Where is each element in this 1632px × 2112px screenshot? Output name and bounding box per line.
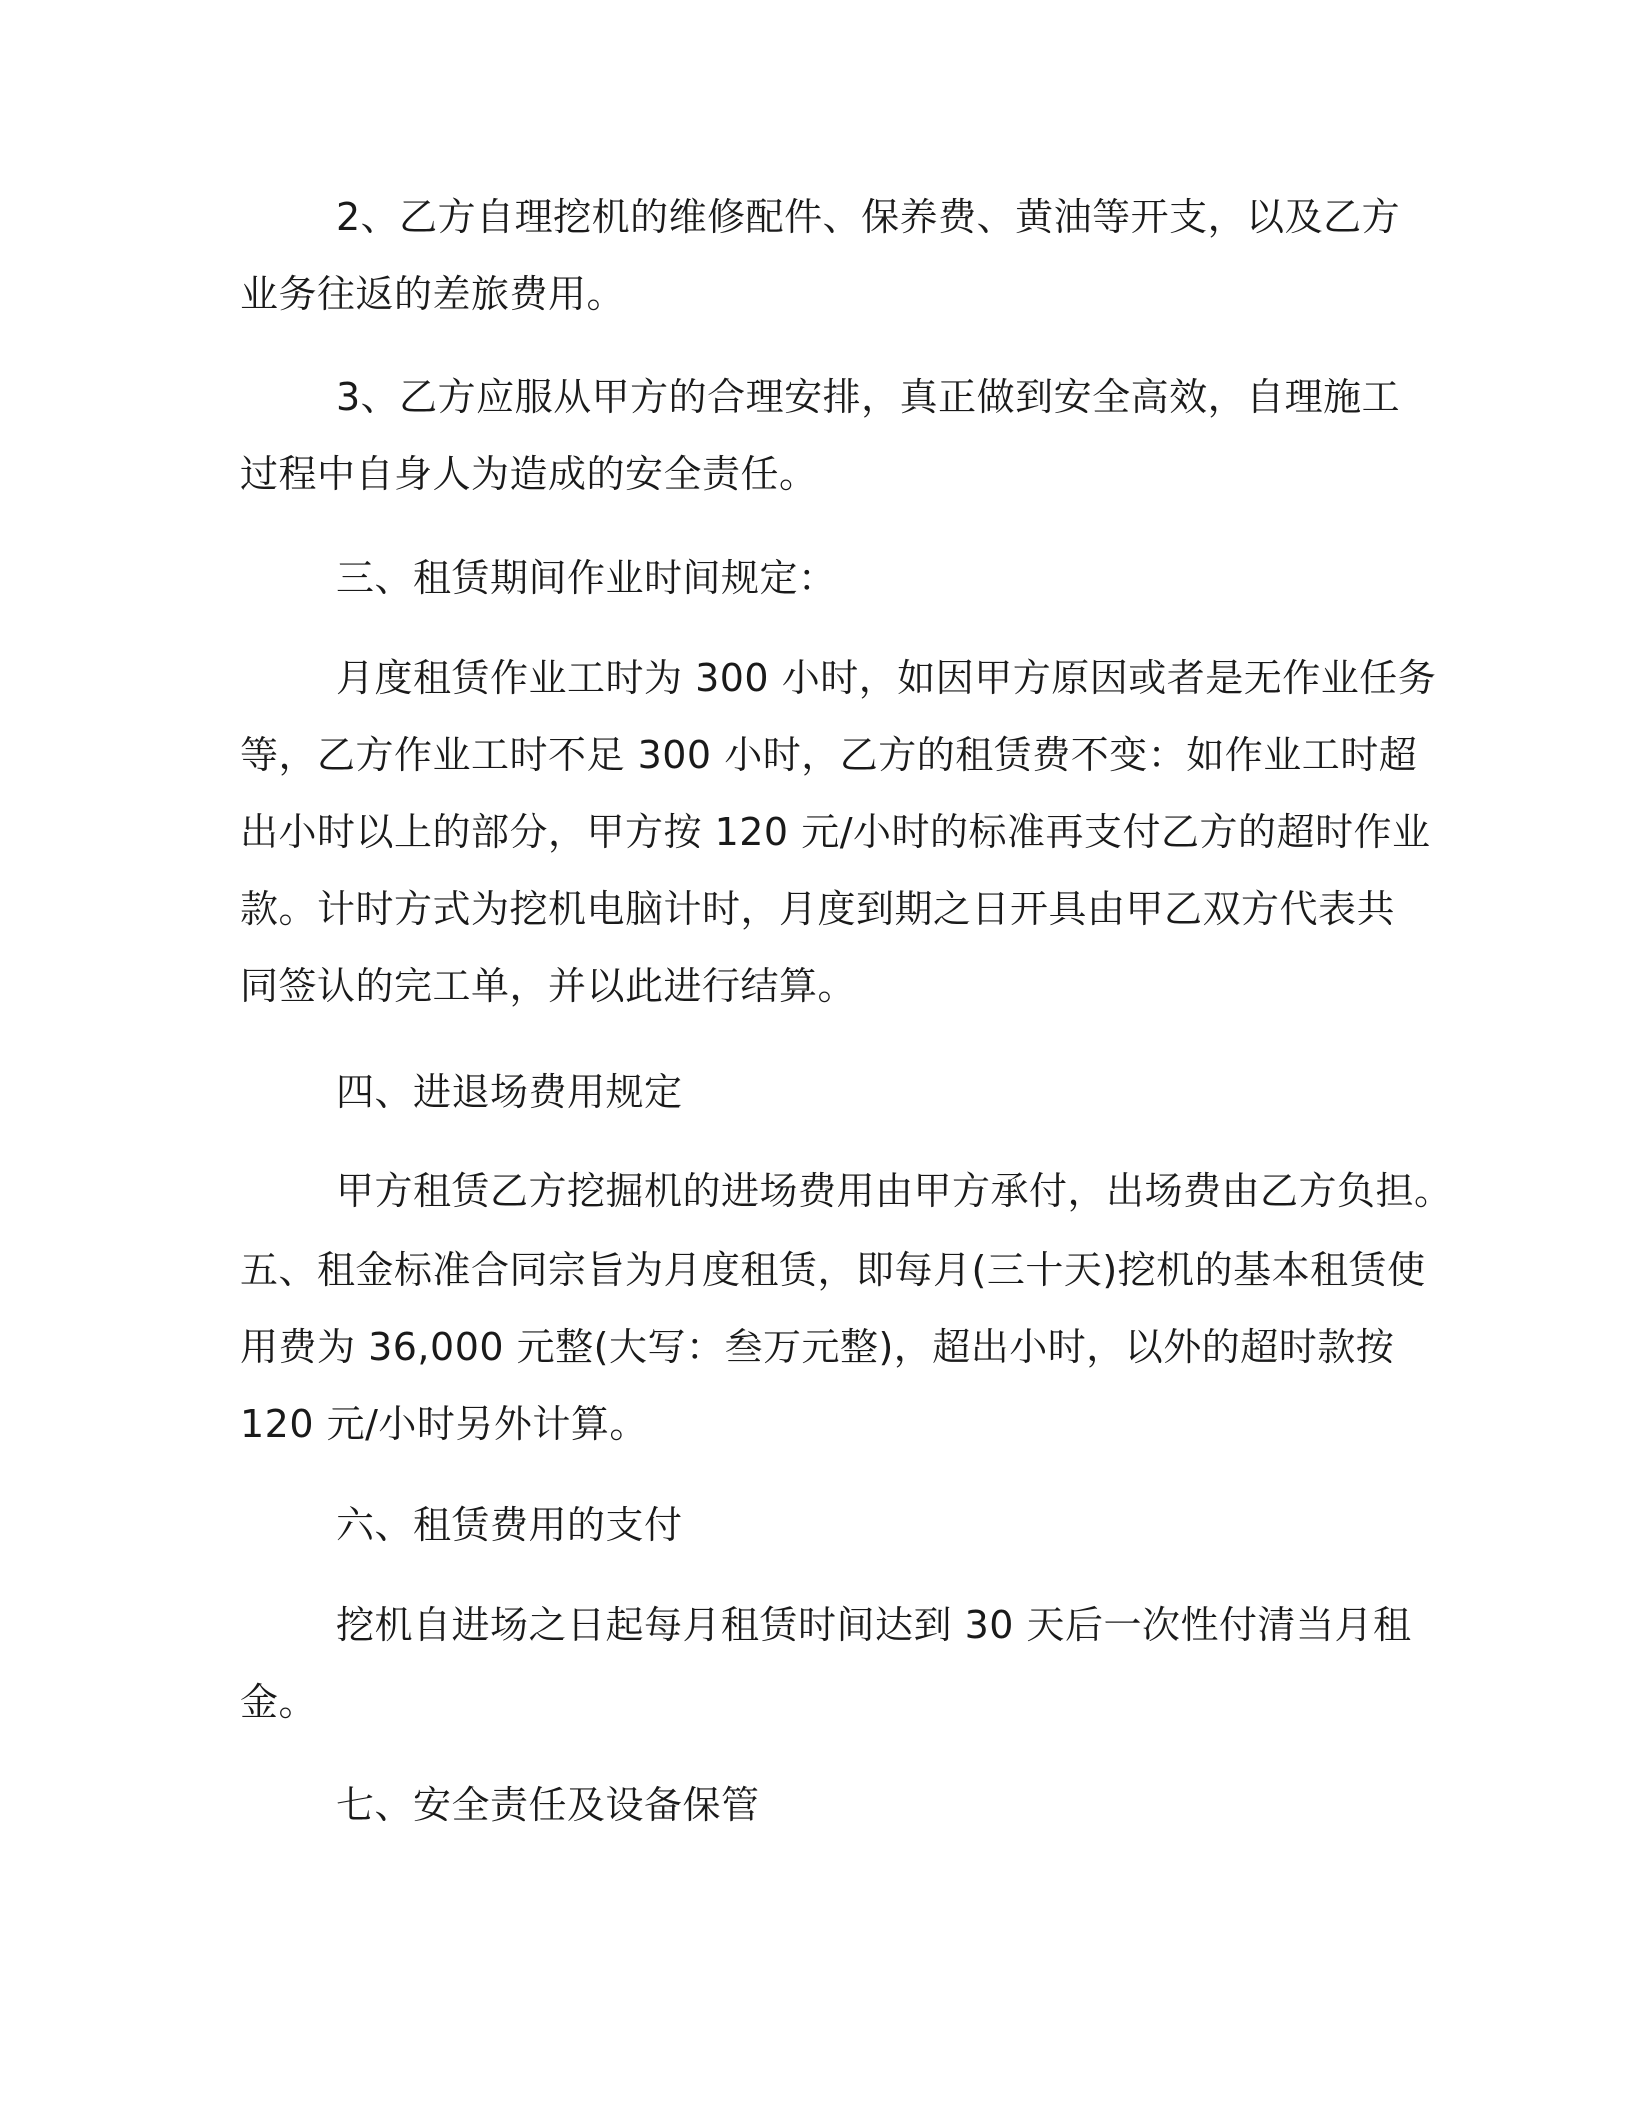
section-4-heading: 四、进退场费用规定: [336, 1070, 683, 1114]
section-5-rent-standard-paragraph: 五、租金标准合同宗旨为月度租赁，即每月(三十天)挖机的基本租赁使 用费为 36,000 元整(大写：叁万元整)，超出小时，以外的超时款按 120 元/小时另外计算。: [240, 1248, 1426, 1446]
section-6-heading: 六、租赁费用的支付: [336, 1503, 683, 1547]
payment-paragraph: 挖机自进场之日起每月租赁时间达到 30 天后一次性付清当月租 金。: [240, 1603, 1412, 1724]
work-hours-paragraph: 月度租赁作业工时为 300 小时，如因甲方原因或者是无作业任务 等，乙方作业工时不足 300 小时，乙方的租赁费不变：如作业工时超 出小时以上的部分，甲方按 120 元/小时的标准再支付乙方的超时作业 款。计时方式为挖机电脑计时，月度到期之日开具由甲乙双方代表共 同签认的完工单，并以此进行结算。: [240, 656, 1437, 1008]
section-3-heading: 三、租赁期间作业时间规定：: [336, 556, 837, 600]
section-7-heading: 七、安全责任及设备保管: [336, 1783, 760, 1827]
clause-2-paragraph: 2、乙方自理挖机的维修配件、保养费、黄油等开支，以及乙方 业务往返的差旅费用。: [240, 195, 1401, 316]
entry-exit-fee-paragraph: 甲方租赁乙方挖掘机的进场费用由甲方承付，出场费由乙方负担。: [336, 1169, 1453, 1213]
clause-3-paragraph: 3、乙方应服从甲方的合理安排，真正做到安全高效，自理施工 过程中自身人为造成的安全责任。: [240, 375, 1401, 496]
